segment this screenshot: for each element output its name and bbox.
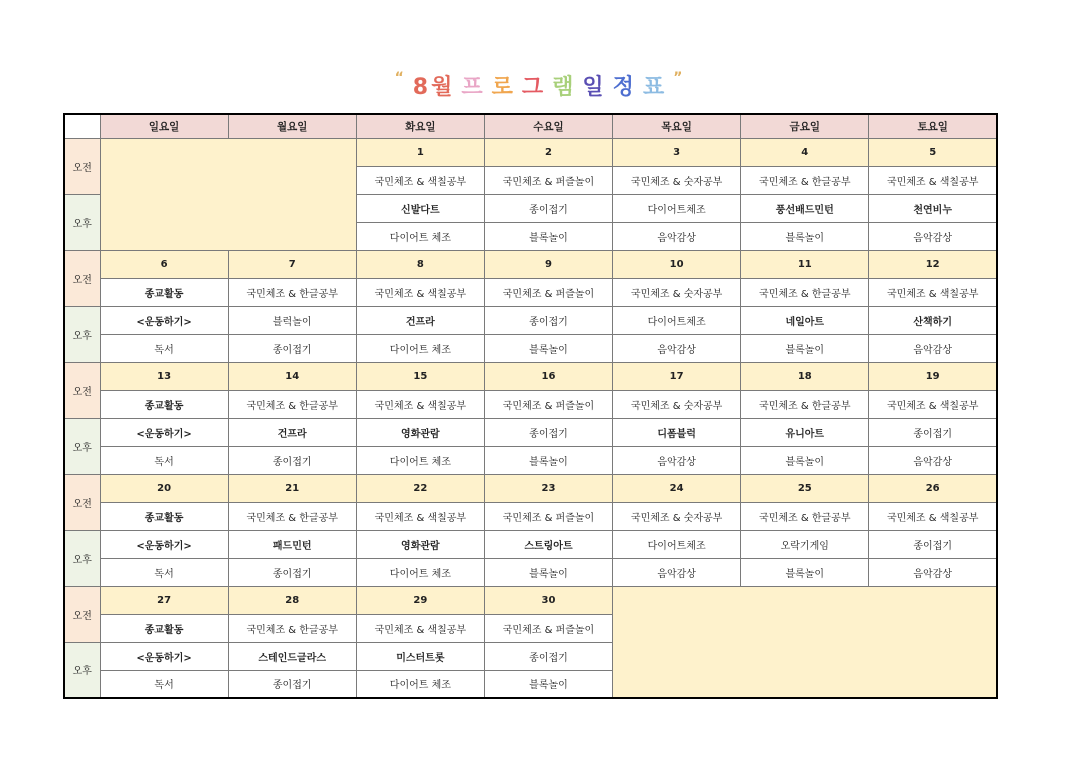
date-cell: 26 — [869, 474, 997, 502]
date-cell: 19 — [869, 362, 997, 390]
title-char: 프 — [461, 75, 486, 100]
activity-cell: 다이어트 체조 — [356, 334, 484, 362]
date-cell: 24 — [613, 474, 741, 502]
day-header: 금요일 — [741, 114, 869, 138]
day-header: 일요일 — [100, 114, 228, 138]
activity-cell: <운동하기> — [100, 530, 228, 558]
title-open-quote: “ — [394, 70, 407, 86]
activity-cell: 국민체조 & 한글공부 — [741, 502, 869, 530]
activity-cell: 디폼블럭 — [613, 418, 741, 446]
am-label: 오전 — [64, 250, 100, 306]
am-label: 오전 — [64, 362, 100, 418]
activity-cell: 음악감상 — [613, 222, 741, 250]
empty-block — [100, 138, 356, 250]
activity-cell: 음악감상 — [869, 334, 997, 362]
activity-cell: 다이어트체조 — [613, 530, 741, 558]
activity-cell: 블록놀이 — [741, 222, 869, 250]
date-cell: 7 — [228, 250, 356, 278]
activity-cell: 국민체조 & 퍼즐놀이 — [484, 614, 612, 642]
pm-label: 오후 — [64, 306, 100, 362]
activity-cell: 종교활동 — [100, 390, 228, 418]
activity-cell: 건프라 — [356, 306, 484, 334]
activity-cell: 국민체조 & 퍼즐놀이 — [484, 502, 612, 530]
activity-row — [64, 278, 997, 306]
activity-cell: 블록놀이 — [741, 334, 869, 362]
activity-cell: 국민체조 & 색칠공부 — [869, 166, 997, 194]
date-cell: 6 — [100, 250, 228, 278]
activity-cell: 종이접기 — [484, 642, 612, 670]
activity-cell: 패드민턴 — [228, 530, 356, 558]
activity-cell: 음악감상 — [869, 222, 997, 250]
corner-cell — [64, 114, 100, 138]
date-cell: 5 — [869, 138, 997, 166]
activity-cell: 음악감상 — [869, 446, 997, 474]
activity-cell: 국민체조 & 색칠공부 — [356, 278, 484, 306]
date-cell: 12 — [869, 250, 997, 278]
date-row — [64, 138, 997, 166]
date-cell: 23 — [484, 474, 612, 502]
activity-cell: 독서 — [100, 558, 228, 586]
activity-cell: 영화관람 — [356, 418, 484, 446]
header-row — [64, 114, 997, 138]
activity-cell: 건프라 — [228, 418, 356, 446]
day-header: 월요일 — [228, 114, 356, 138]
activity-cell: 블록놀이 — [741, 446, 869, 474]
date-cell: 16 — [484, 362, 612, 390]
activity-cell: 국민체조 & 색칠공부 — [869, 390, 997, 418]
activity-cell: 블록놀이 — [484, 222, 612, 250]
activity-cell: 종이접기 — [484, 306, 612, 334]
activity-cell: 독서 — [100, 334, 228, 362]
date-cell: 2 — [484, 138, 612, 166]
activity-cell: <운동하기> — [100, 642, 228, 670]
activity-cell: 국민체조 & 색칠공부 — [869, 278, 997, 306]
activity-cell: 국민체조 & 한글공부 — [741, 390, 869, 418]
activity-cell: 블록놀이 — [741, 558, 869, 586]
date-cell: 10 — [613, 250, 741, 278]
empty-block — [613, 586, 997, 698]
activity-cell: 다이어트 체조 — [356, 670, 484, 698]
date-cell: 20 — [100, 474, 228, 502]
activity-cell: 산책하기 — [869, 306, 997, 334]
date-cell: 18 — [741, 362, 869, 390]
activity-cell: 다이어트체조 — [613, 306, 741, 334]
activity-cell: 음악감상 — [613, 446, 741, 474]
activity-cell: 풍선배드민턴 — [741, 194, 869, 222]
activity-row — [64, 558, 997, 586]
activity-cell: 종이접기 — [228, 558, 356, 586]
activity-cell: 음악감상 — [869, 558, 997, 586]
title-char: 8월 — [412, 75, 456, 100]
date-cell: 8 — [356, 250, 484, 278]
title-char: 램 — [552, 75, 577, 100]
date-cell: 3 — [613, 138, 741, 166]
am-label: 오전 — [64, 586, 100, 642]
activity-row — [64, 530, 997, 558]
date-cell: 25 — [741, 474, 869, 502]
activity-cell: 국민체조 & 퍼즐놀이 — [484, 390, 612, 418]
am-label: 오전 — [64, 474, 100, 530]
activity-cell: 종이접기 — [484, 194, 612, 222]
activity-cell: 유니아트 — [741, 418, 869, 446]
activity-cell: 스테인드글라스 — [228, 642, 356, 670]
day-header: 목요일 — [613, 114, 741, 138]
date-cell: 22 — [356, 474, 484, 502]
date-cell: 30 — [484, 586, 612, 614]
date-cell: 13 — [100, 362, 228, 390]
activity-cell: 종이접기 — [869, 418, 997, 446]
activity-cell: 음악감상 — [613, 334, 741, 362]
activity-row — [64, 418, 997, 446]
activity-cell: 국민체조 & 퍼즐놀이 — [484, 166, 612, 194]
pm-label: 오후 — [64, 194, 100, 250]
day-header: 토요일 — [869, 114, 997, 138]
activity-cell: 국민체조 & 한글공부 — [741, 166, 869, 194]
activity-row — [64, 502, 997, 530]
date-cell: 29 — [356, 586, 484, 614]
activity-cell: 음악감상 — [613, 558, 741, 586]
date-cell: 15 — [356, 362, 484, 390]
activity-cell: 국민체조 & 색칠공부 — [356, 166, 484, 194]
activity-cell: 네일아트 — [741, 306, 869, 334]
activity-cell: 국민체조 & 퍼즐놀이 — [484, 278, 612, 306]
activity-cell: 종이접기 — [228, 446, 356, 474]
activity-cell: 오락기게임 — [741, 530, 869, 558]
activity-cell: 국민체조 & 색칠공부 — [356, 390, 484, 418]
activity-cell: 종교활동 — [100, 614, 228, 642]
pm-label: 오후 — [64, 418, 100, 474]
activity-cell: 블럭놀이 — [228, 306, 356, 334]
activity-cell: 다이어트체조 — [613, 194, 741, 222]
date-cell: 1 — [356, 138, 484, 166]
activity-cell: 국민체조 & 한글공부 — [228, 502, 356, 530]
activity-row — [64, 446, 997, 474]
activity-cell: 다이어트 체조 — [356, 222, 484, 250]
date-cell: 9 — [484, 250, 612, 278]
date-cell: 21 — [228, 474, 356, 502]
activity-cell: 다이어트 체조 — [356, 446, 484, 474]
date-cell: 27 — [100, 586, 228, 614]
title-char: 로 — [491, 75, 516, 100]
date-row — [64, 362, 997, 390]
activity-cell: 종교활동 — [100, 502, 228, 530]
activity-cell: 종이접기 — [484, 418, 612, 446]
activity-cell: 스트링아트 — [484, 530, 612, 558]
date-cell: 11 — [741, 250, 869, 278]
activity-cell: 국민체조 & 숫자공부 — [613, 166, 741, 194]
activity-cell: 천연비누 — [869, 194, 997, 222]
activity-cell: 국민체조 & 색칠공부 — [356, 502, 484, 530]
activity-cell: 독서 — [100, 446, 228, 474]
date-row — [64, 474, 997, 502]
activity-cell: 국민체조 & 한글공부 — [228, 278, 356, 306]
activity-cell: 다이어트 체조 — [356, 558, 484, 586]
activity-cell: 국민체조 & 한글공부 — [228, 390, 356, 418]
activity-row — [64, 390, 997, 418]
schedule-table — [63, 113, 998, 699]
pm-label: 오후 — [64, 530, 100, 586]
activity-row — [64, 306, 997, 334]
title-char: 정 — [612, 75, 637, 100]
date-cell: 4 — [741, 138, 869, 166]
title-char: 표 — [642, 75, 668, 100]
activity-cell: 블록놀이 — [484, 334, 612, 362]
activity-cell: 국민체조 & 숫자공부 — [613, 502, 741, 530]
activity-cell: <운동하기> — [100, 306, 228, 334]
date-row — [64, 250, 997, 278]
activity-cell: 국민체조 & 숫자공부 — [613, 278, 741, 306]
title-char: 그 — [521, 75, 547, 100]
activity-cell: 블록놀이 — [484, 670, 612, 698]
activity-cell: 미스터트롯 — [356, 642, 484, 670]
activity-cell: 블록놀이 — [484, 558, 612, 586]
activity-row — [64, 334, 997, 362]
activity-cell: 신발다트 — [356, 194, 484, 222]
activity-cell: 종이접기 — [228, 670, 356, 698]
activity-cell: 영화관람 — [356, 530, 484, 558]
activity-cell: <운동하기> — [100, 418, 228, 446]
activity-cell: 종이접기 — [869, 530, 997, 558]
date-cell: 14 — [228, 362, 356, 390]
title-close-quote: ” — [673, 70, 686, 86]
day-header: 수요일 — [484, 114, 612, 138]
activity-cell: 국민체조 & 한글공부 — [741, 278, 869, 306]
activity-cell: 국민체조 & 한글공부 — [228, 614, 356, 642]
activity-cell: 종교활동 — [100, 278, 228, 306]
activity-cell: 국민체조 & 숫자공부 — [613, 390, 741, 418]
activity-cell: 국민체조 & 색칠공부 — [356, 614, 484, 642]
date-cell: 17 — [613, 362, 741, 390]
activity-cell: 종이접기 — [228, 334, 356, 362]
pm-label: 오후 — [64, 642, 100, 698]
activity-cell: 국민체조 & 색칠공부 — [869, 502, 997, 530]
date-cell: 28 — [228, 586, 356, 614]
date-row — [64, 586, 997, 614]
page-title — [0, 70, 1080, 101]
day-header: 화요일 — [356, 114, 484, 138]
activity-cell: 블록놀이 — [484, 446, 612, 474]
title-char: 일 — [582, 75, 607, 100]
am-label: 오전 — [64, 138, 100, 194]
activity-cell: 독서 — [100, 670, 228, 698]
